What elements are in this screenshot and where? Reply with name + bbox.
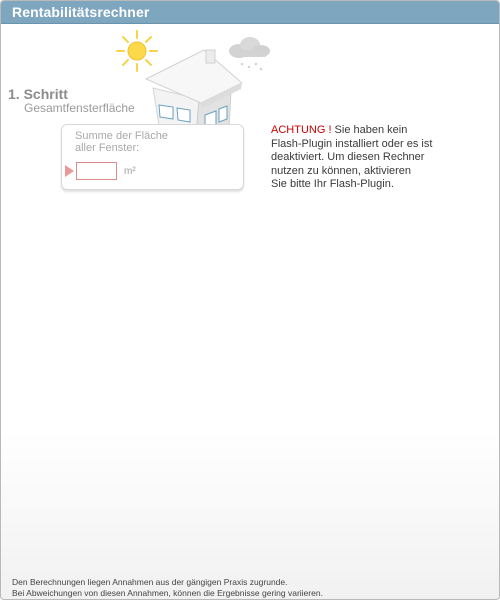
sun-icon [117, 31, 157, 71]
area-input-card [61, 124, 244, 190]
cloud-icon [229, 37, 270, 70]
warning-line-4: nutzen zu können, aktivieren [271, 164, 412, 177]
flash-warning [271, 124, 471, 192]
warning-line-2: Flash-Plugin installiert oder es ist [271, 137, 433, 150]
arrow-right-icon [65, 165, 74, 177]
disclaimer-line-2: Bei Abweichungen von diesen Annahmen, können die Ergebnisse gering variieren. [12, 588, 323, 598]
warning-line-5: Sie bitte Ihr Flash-Plugin. [271, 178, 394, 190]
title-bar [1, 1, 499, 24]
warning-line-3: deaktiviert. Um diesen Rechner [271, 151, 425, 163]
area-unit: m² [124, 166, 136, 177]
window-area-input[interactable] [76, 162, 117, 180]
window-title: Rentabilitätsrechner [12, 4, 150, 20]
warning-alert: ACHTUNG ! [271, 124, 332, 136]
disclaimer [12, 577, 323, 599]
area-input-label: Summe der Fläche aller Fenster: [75, 130, 168, 154]
disclaimer-line-1: Den Berechnungen liegen Annahmen aus der gängigen Praxis zugrunde. [12, 577, 288, 587]
warning-line-1: Sie haben kein [331, 124, 408, 136]
step-subtitle: Gesamtfensterfläche [24, 101, 135, 115]
step-number: 1. Schritt [8, 86, 68, 102]
